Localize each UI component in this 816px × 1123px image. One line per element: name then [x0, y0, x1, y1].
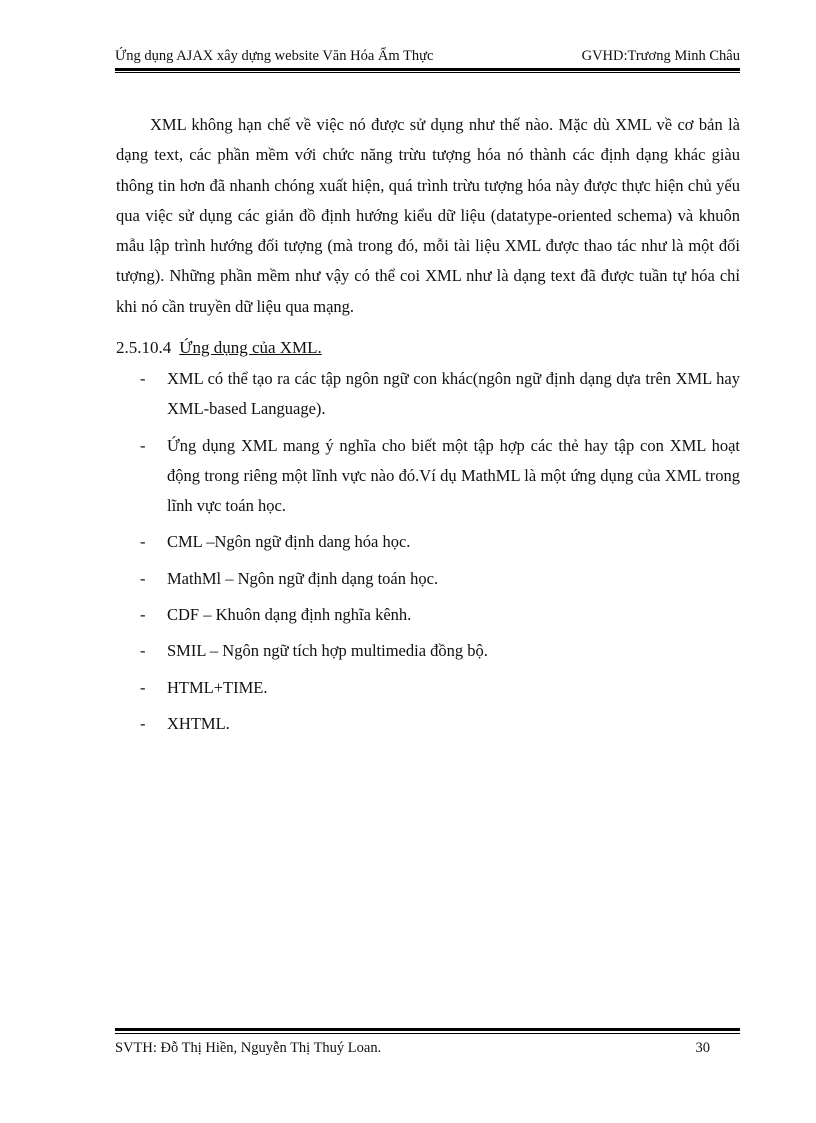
header-rule-thin [115, 72, 740, 73]
bullet-dash: - [140, 369, 146, 388]
list-item [116, 673, 740, 703]
list-item-text: Ứng dụng XML mang ý nghĩa cho biết một tập hợp các thẻ hay tập con XML hoạt động trong riêng một lĩnh vực nào đó.Ví dụ MathML là một ứng dụng của XML trong lĩnh vực toán học. [167, 435, 740, 516]
bullet-dash: - [140, 568, 146, 588]
header-rule-thick [115, 68, 740, 71]
list-item [116, 636, 740, 666]
body-paragraph: XML không hạn chế về việc nó được sử dụng như thế nào. Mặc dù XML về cơ bản là dạng text, các phần mềm với chức năng trừu tượng hóa nó thành các định dạng khác giàu thông tin hơn đã nhanh chóng xuất hiện, quá trình trừu tượng hóa này được thực hiện chủ yếu qua việc sử dụng các giản đồ định hướng kiểu dữ liệu (datatype-oriented schema) và khuôn mẫu lập trình hướng đối tượng (mà trong đó, mỗi tài liệu XML được thao tác như là một đối tượng). Những phần mềm như vậy có thể coi XML như là dạng text đã được tuần tự hóa chỉ khi nó cần truyền dữ liệu qua mạng. [116, 115, 740, 316]
section-number: 2.5.10.4 [116, 338, 172, 357]
page-number: 30 [695, 1040, 710, 1056]
header-title: Ứng dụng AJAX xây dựng website Văn Hóa Ẩm Thực [115, 48, 434, 64]
xml-application-list [116, 364, 740, 745]
list-item-text: SMIL – Ngôn ngữ tích hợp multimedia đồng bộ. [167, 641, 488, 661]
list-item [116, 431, 740, 522]
footer-rule-thick [115, 1028, 740, 1031]
footer-rule-thin [115, 1033, 740, 1034]
section-heading [116, 338, 322, 358]
list-item [116, 364, 740, 425]
bullet-dash: - [140, 713, 146, 733]
footer-authors: SVTH: Đỗ Thị Hiền, Nguyễn Thị Thuý Loan. [115, 1040, 382, 1056]
section-title: Ứng dụng của XML. [179, 338, 322, 357]
list-item-text: XHTML. [167, 713, 230, 733]
list-item-text: CML –Ngôn ngữ định dang hóa học. [167, 532, 411, 552]
list-item [116, 527, 740, 557]
list-item-text: XML có thể tạo ra các tập ngôn ngữ con khác(ngôn ngữ định dạng dựa trên XML hay XML-based Language). [167, 369, 740, 419]
list-item [116, 709, 740, 739]
bullet-dash: - [140, 641, 146, 661]
bullet-dash: - [140, 532, 146, 552]
list-item-text: CDF – Khuôn dạng định nghĩa kênh. [167, 605, 412, 625]
header-advisor: GVHD:Trương Minh Châu [581, 48, 740, 64]
bullet-dash: - [140, 605, 146, 625]
bullet-dash: - [140, 435, 146, 455]
page-header [115, 48, 740, 68]
list-item [116, 600, 740, 630]
list-item [116, 564, 740, 594]
list-item-text: HTML+TIME. [167, 677, 268, 697]
bullet-dash: - [140, 677, 146, 697]
list-item-text: MathMl – Ngôn ngữ định dạng toán học. [167, 568, 439, 588]
